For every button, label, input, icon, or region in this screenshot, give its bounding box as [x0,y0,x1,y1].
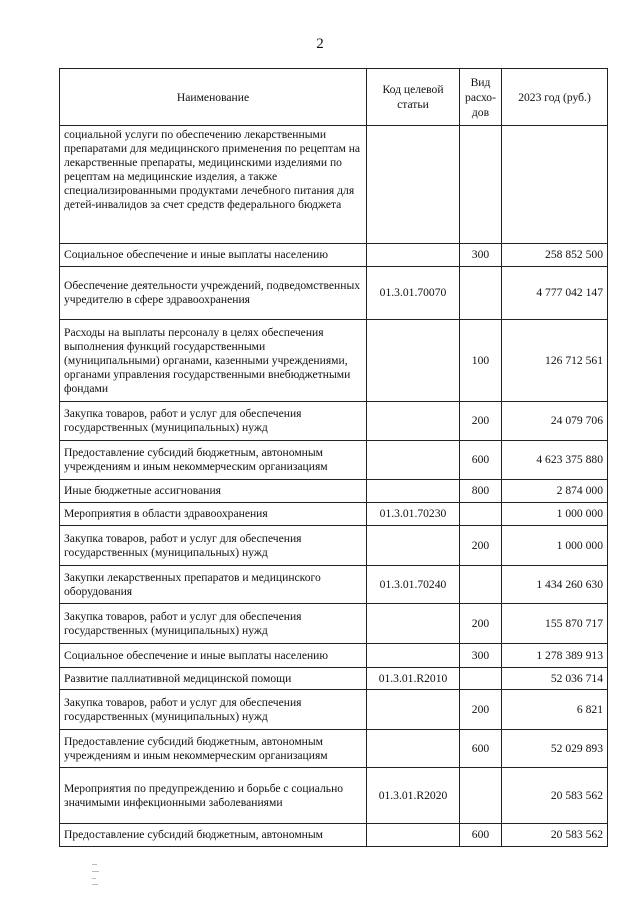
row-amount: 1 434 260 630 [502,566,608,604]
row-type [460,503,502,526]
header-amount: 2023 год (руб.) [502,69,608,126]
row-amount: 52 029 893 [502,730,608,768]
row-code [367,604,460,644]
row-amount [502,126,608,244]
row-code [367,690,460,730]
row-name: Закупка товаров, работ и услуг для обеспечения государственных (муниципальных) нужд [60,402,367,441]
row-name: Закупка товаров, работ и услуг для обеспечения государственных (муниципальных) нужд [60,604,367,644]
row-amount: 6 821 [502,690,608,730]
row-name: Предоставление субсидий бюджетным, автономным учреждениям и иным некоммерческим организациям [60,730,367,768]
row-amount: 20 583 562 [502,768,608,824]
row-name: Обеспечение деятельности учреждений, подведомственных учредителю в сфере здравоохранения [60,267,367,320]
row-type: 300 [460,644,502,668]
row-type: 800 [460,480,502,503]
row-code [367,644,460,668]
row-code [367,244,460,267]
row-type: 100 [460,320,502,402]
row-type: 600 [460,824,502,847]
row-name: Закупка товаров, работ и услуг для обеспечения государственных (муниципальных) нужд [60,526,367,566]
row-code [367,441,460,480]
row-name: Предоставление субсидий бюджетным, автономным учреждениям и иным некоммерческим организациям [60,441,367,480]
scan-mark [92,862,106,886]
row-amount: 24 079 706 [502,402,608,441]
budget-table [59,68,608,847]
row-amount: 4 623 375 880 [502,441,608,480]
table-row [60,768,608,824]
row-amount: 1 000 000 [502,526,608,566]
table-row [60,267,608,320]
row-code: 01.3.01.70070 [367,267,460,320]
row-type: 600 [460,441,502,480]
row-amount: 126 712 561 [502,320,608,402]
table-row [60,320,608,402]
page-number: 2 [316,36,324,52]
row-code [367,526,460,566]
row-name: Социальное обеспечение и иные выплаты населению [60,644,367,668]
table-row [60,604,608,644]
row-name: Закупка товаров, работ и услуг для обеспечения государственных (муниципальных) нужд [60,690,367,730]
table-row [60,503,608,526]
row-amount: 258 852 500 [502,244,608,267]
row-amount: 155 870 717 [502,604,608,644]
row-type [460,267,502,320]
row-code [367,480,460,503]
row-code: 01.3.01.R2010 [367,668,460,690]
table-row [60,526,608,566]
row-name: Мероприятия в области здравоохранения [60,503,367,526]
row-code [367,402,460,441]
row-code: 01.3.01.70240 [367,566,460,604]
row-type [460,768,502,824]
table-row [60,402,608,441]
row-name: Мероприятия по предупреждению и борьбе с социально значимыми инфекционными заболеваниями [60,768,367,824]
header-code: Код целевой статьи [367,69,460,126]
header-name: Наименование [60,69,367,126]
row-name: Расходы на выплаты персоналу в целях обеспечения выполнения функций государственными (муниципальными) органами, казенными учреждениями, органами управления государственными внебюджетными фондами [60,320,367,402]
table-header-row [60,69,608,126]
table-row [60,690,608,730]
table-row [60,566,608,604]
row-amount: 2 874 000 [502,480,608,503]
row-type: 200 [460,526,502,566]
row-type [460,126,502,244]
row-amount: 20 583 562 [502,824,608,847]
table-row [60,480,608,503]
row-amount: 52 036 714 [502,668,608,690]
row-amount: 1 000 000 [502,503,608,526]
row-name: социальной услуги по обеспечению лекарственными препаратами для медицинского применения по рецептам на лекарственные препараты, медицинскими изделиями по рецептам на медицинские изделия, а также специализированными продуктами лечебного питания для детей-инвалидов за счет средств федерального бюджета [60,126,367,244]
row-code [367,320,460,402]
table-row [60,441,608,480]
row-type: 300 [460,244,502,267]
row-type [460,566,502,604]
row-code [367,824,460,847]
row-type [460,668,502,690]
row-amount: 4 777 042 147 [502,267,608,320]
row-code: 01.3.01.R2020 [367,768,460,824]
row-code [367,126,460,244]
header-type: Вид расхо-дов [460,69,502,126]
table-row [60,644,608,668]
table-row [60,244,608,267]
row-code: 01.3.01.70230 [367,503,460,526]
table-row [60,126,608,244]
row-name: Предоставление субсидий бюджетным, автономным [60,824,367,847]
row-code [367,730,460,768]
row-type: 200 [460,402,502,441]
row-name: Иные бюджетные ассигнования [60,480,367,503]
table-row [60,730,608,768]
table-row [60,668,608,690]
row-name: Закупки лекарственных препаратов и медицинского оборудования [60,566,367,604]
row-name: Развитие паллиативной медицинской помощи [60,668,367,690]
table-row [60,824,608,847]
row-type: 600 [460,730,502,768]
row-name: Социальное обеспечение и иные выплаты населению [60,244,367,267]
row-type: 200 [460,604,502,644]
row-type: 200 [460,690,502,730]
row-amount: 1 278 389 913 [502,644,608,668]
